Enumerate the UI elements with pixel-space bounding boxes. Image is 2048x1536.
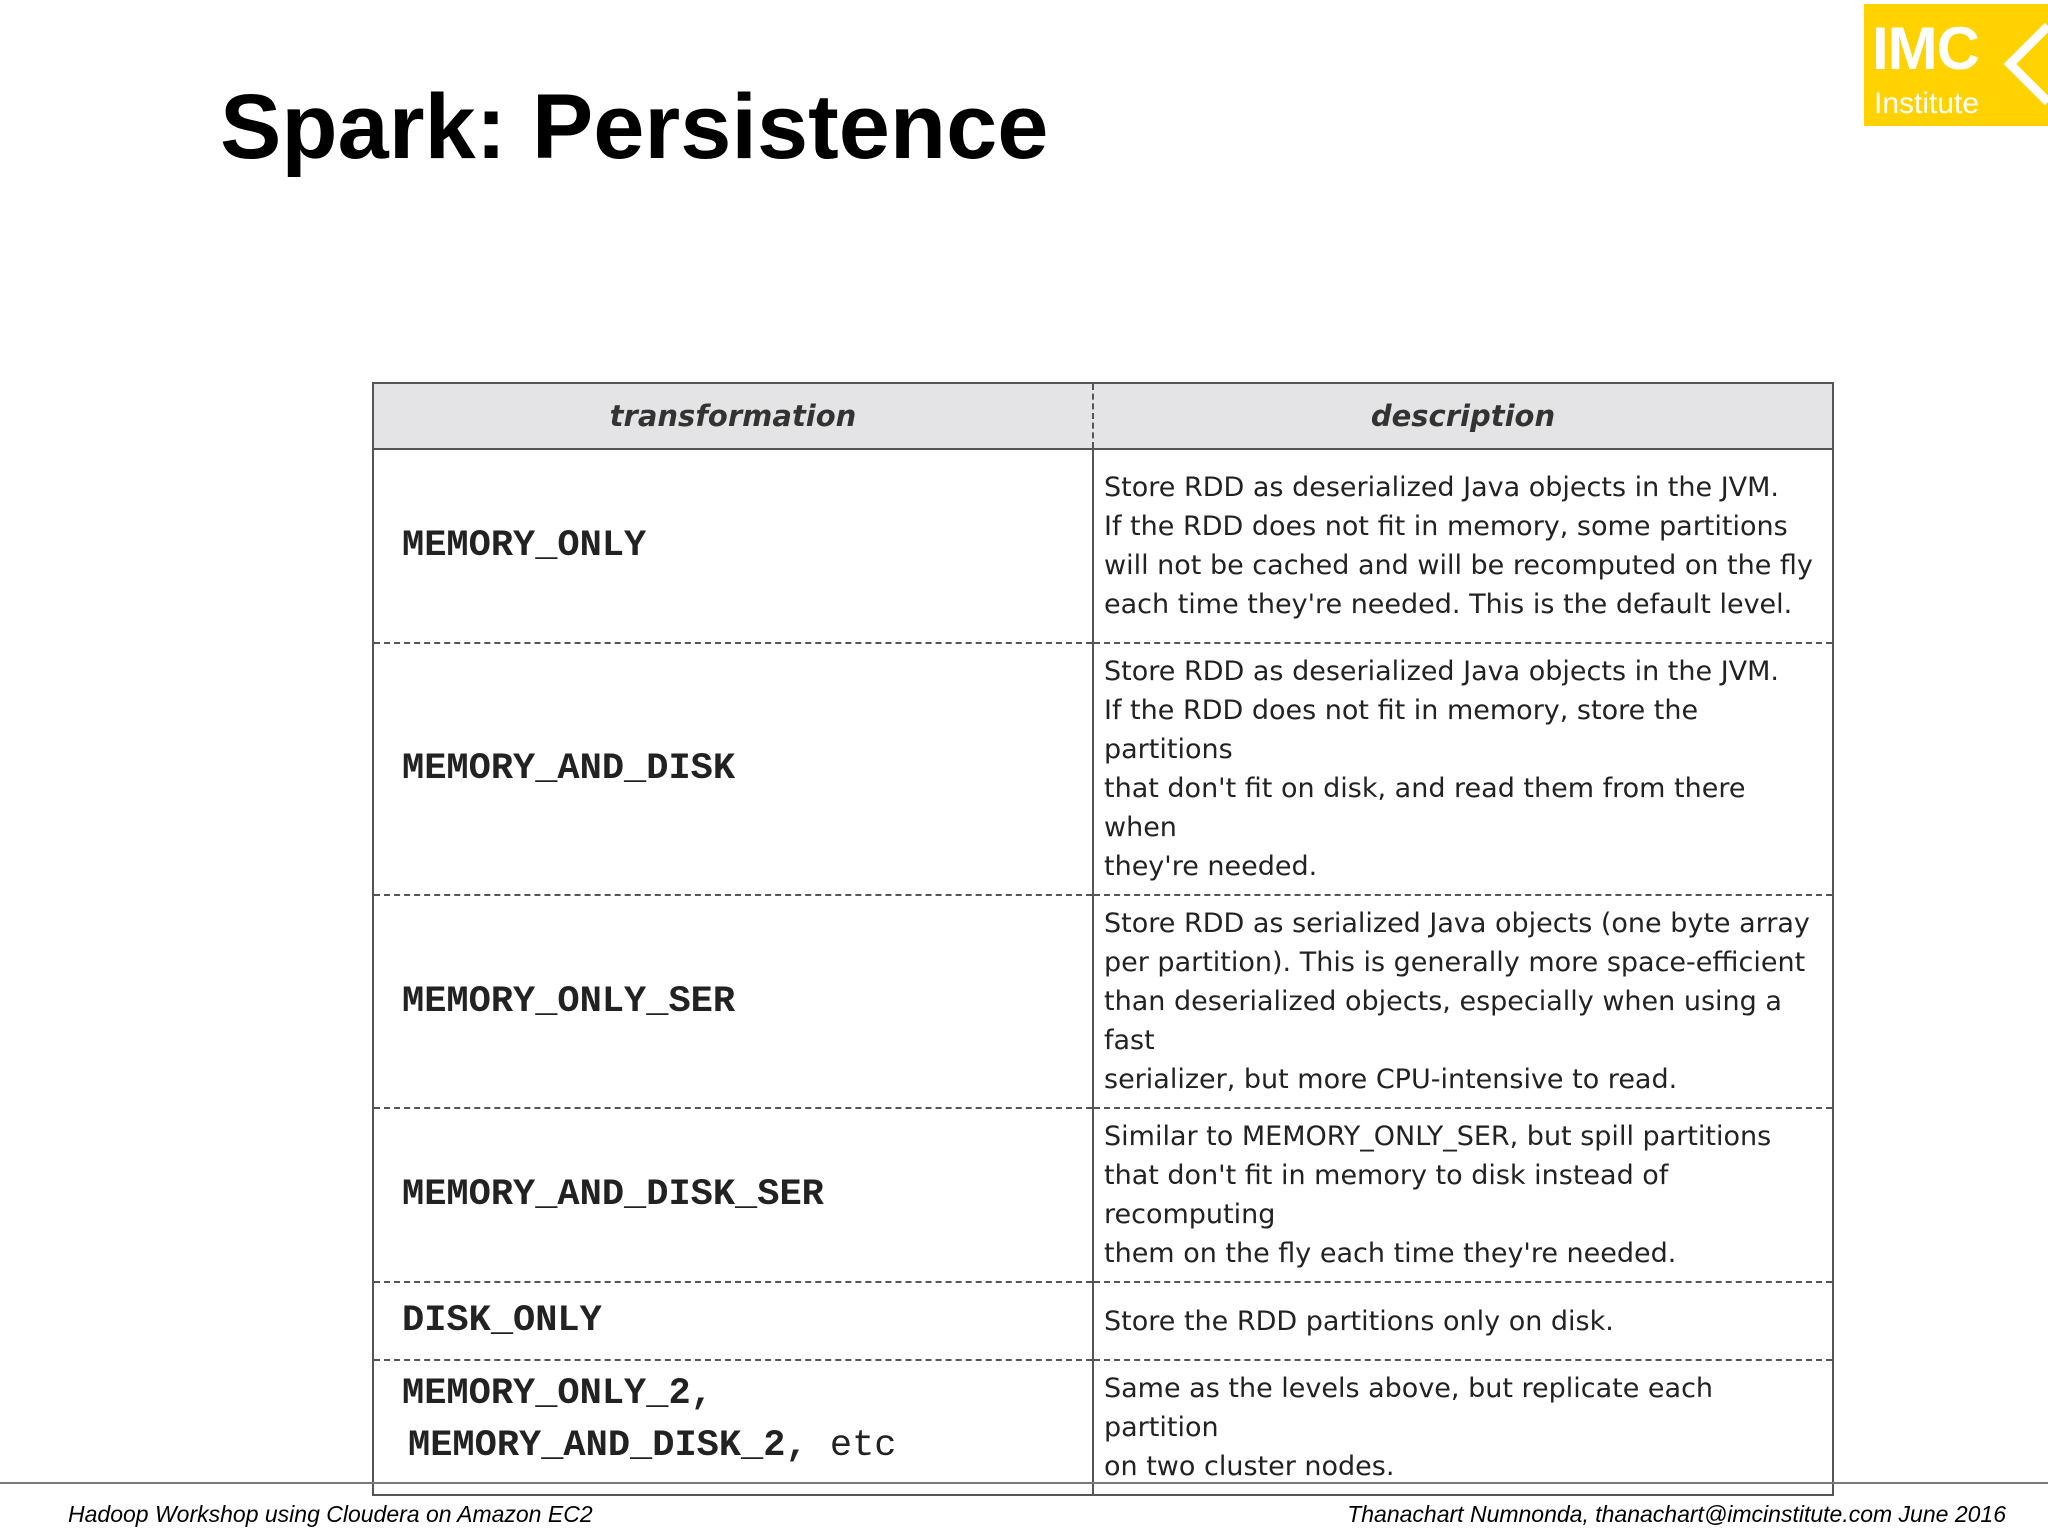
storage-level-description — [1093, 1108, 1833, 1282]
storage-level-name-suffix: etc — [829, 1425, 897, 1467]
slide-title: Spark: Persistence — [220, 76, 1049, 178]
table-row — [373, 895, 1833, 1108]
storage-level-name: MEMORY_AND_DISK — [373, 643, 1093, 895]
table-row — [373, 1282, 1833, 1360]
description-line: them on the fly each time they're needed. — [1104, 1238, 1677, 1269]
table-row — [373, 449, 1833, 643]
description-line: that don't fit on disk, and read them from there when — [1104, 773, 1746, 843]
logo-sub-text: Institute — [1874, 87, 1980, 120]
storage-level-name-line — [402, 1425, 1092, 1467]
description-line: Same as the levels above, but replicate each partition — [1104, 1373, 1714, 1443]
storage-level-description — [1093, 1282, 1833, 1360]
description-line: that don't fit in memory to disk instead of recomputing — [1104, 1160, 1669, 1230]
storage-level-description — [1093, 1360, 1833, 1495]
description-line: than deserialized objects, especially when using a fast — [1104, 986, 1782, 1056]
description-line: on two cluster nodes. — [1104, 1451, 1395, 1482]
storage-level-name: MEMORY_ONLY — [373, 449, 1093, 643]
logo-main-text: IMC — [1872, 15, 1979, 82]
footer-author-info: Thanachart Numnonda, thanachart@imcinstitute.com June 2016 — [1347, 1501, 2006, 1527]
storage-level-name-text: MEMORY_AND_DISK_2, — [408, 1425, 808, 1467]
storage-level-name: MEMORY_AND_DISK_SER — [373, 1108, 1093, 1282]
persistence-table — [372, 382, 1834, 1496]
header-description: description — [1093, 383, 1833, 449]
header-transformation: transformation — [373, 383, 1093, 449]
storage-level-name: DISK_ONLY — [373, 1282, 1093, 1360]
description-line: they're needed. — [1104, 851, 1318, 882]
footer-divider — [0, 1482, 2048, 1484]
description-line: If the RDD does not fit in memory, store the partitions — [1104, 695, 1699, 765]
description-line: each time they're needed. This is the default level. — [1104, 589, 1793, 620]
storage-level-name-line: MEMORY_ONLY_2, — [402, 1373, 713, 1415]
storage-level-name — [373, 1360, 1093, 1495]
description-line: will not be cached and will be recomputed on the fly — [1104, 550, 1813, 581]
table-row — [373, 643, 1833, 895]
persistence-table-wrap — [372, 382, 1832, 1496]
description-line: Store the RDD partitions only on disk. — [1104, 1305, 1614, 1337]
description-line: Store RDD as deserialized Java objects in the JVM. — [1104, 656, 1780, 687]
description-line: Store RDD as serialized Java objects (one byte array — [1104, 908, 1810, 939]
storage-level-description — [1093, 895, 1833, 1108]
description-line: per partition). This is generally more space-efficient — [1104, 947, 1806, 978]
storage-level-name: MEMORY_ONLY_SER — [373, 895, 1093, 1108]
description-line: Store RDD as deserialized Java objects in the JVM. — [1104, 472, 1780, 503]
table-row — [373, 1108, 1833, 1282]
storage-level-description — [1093, 449, 1833, 643]
table-header-row — [373, 383, 1833, 449]
imc-institute-logo — [1864, 4, 2048, 126]
description-line: If the RDD does not fit in memory, some partitions — [1104, 511, 1788, 542]
footer-workshop-title: Hadoop Workshop using Cloudera on Amazon EC2 — [68, 1501, 593, 1527]
table-row — [373, 1360, 1833, 1495]
description-line: Similar to MEMORY_ONLY_SER, but spill partitions — [1104, 1121, 1772, 1152]
storage-level-description — [1093, 643, 1833, 895]
description-line: serializer, but more CPU-intensive to read. — [1104, 1064, 1678, 1095]
